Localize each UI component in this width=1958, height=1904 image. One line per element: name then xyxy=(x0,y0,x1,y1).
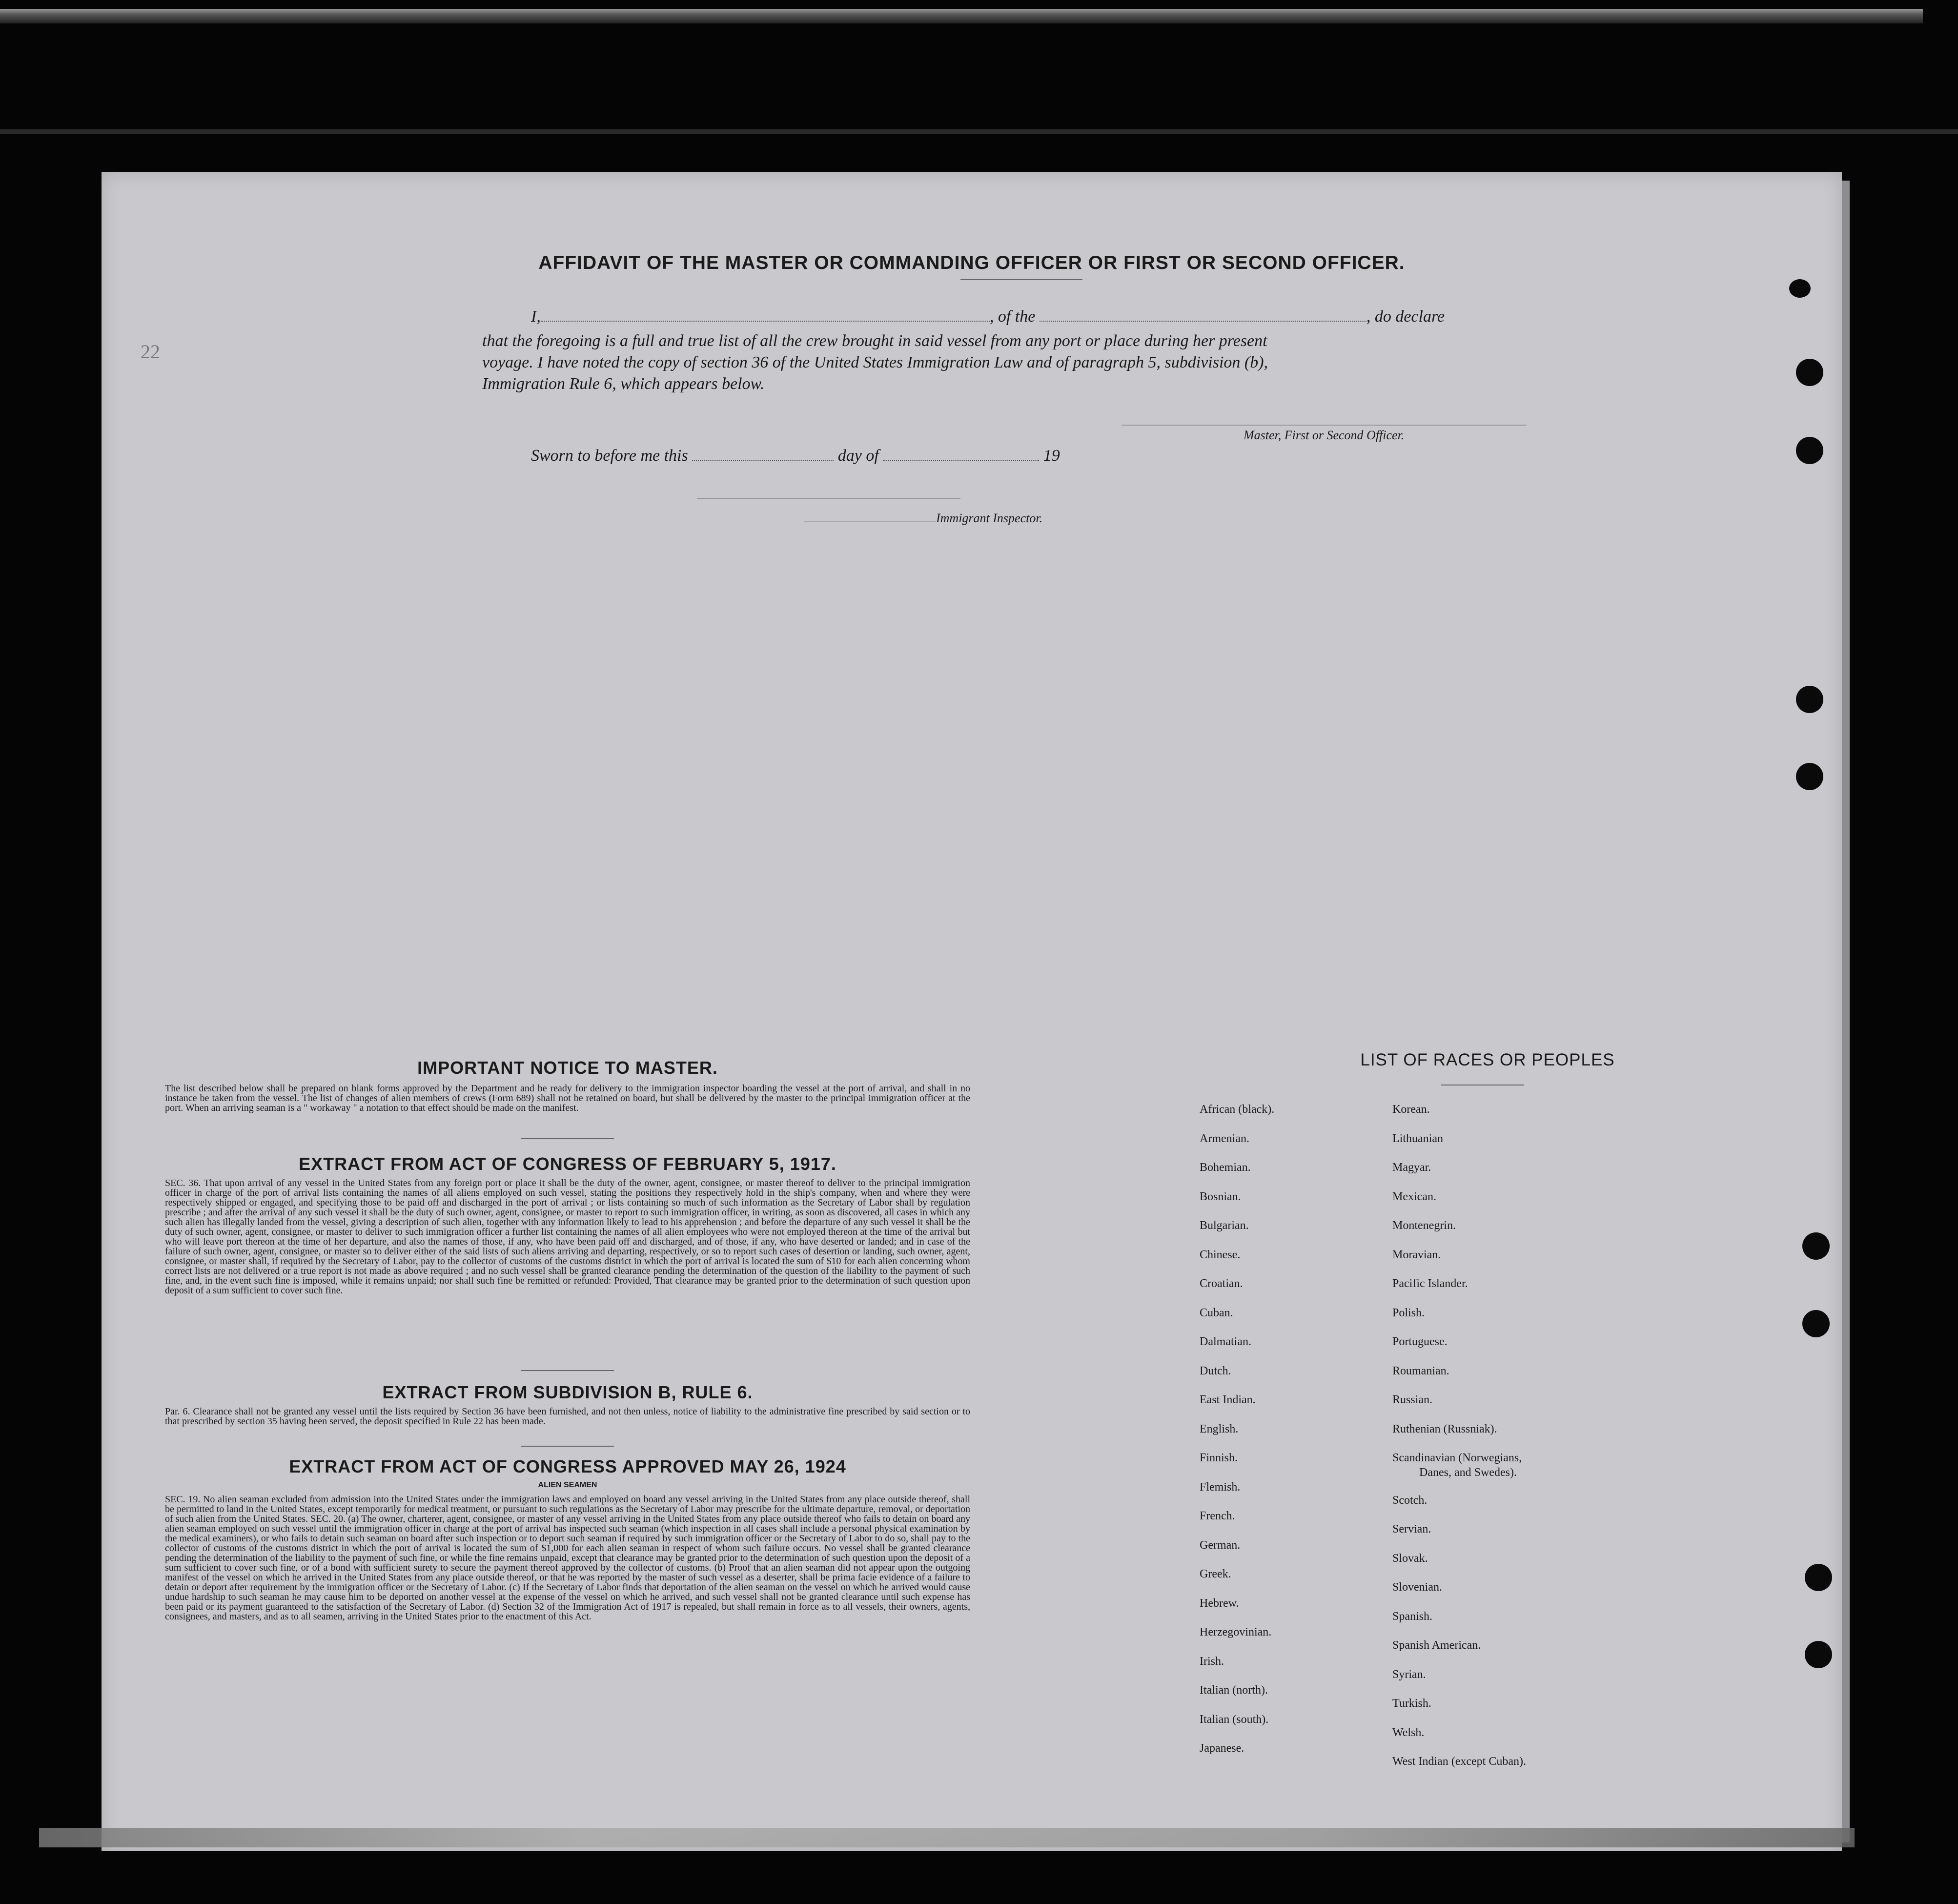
race-item: Croatian. xyxy=(1200,1277,1243,1290)
page-edge-shadow xyxy=(1842,181,1850,1843)
race-item: Hebrew. xyxy=(1200,1597,1239,1610)
race-item: Flemish. xyxy=(1200,1480,1241,1494)
race-item: Servian. xyxy=(1392,1523,1431,1535)
film-top-edge xyxy=(0,9,1923,23)
signature-caption: Master, First or Second Officer. xyxy=(1244,428,1405,442)
race-item: Slovak. xyxy=(1392,1552,1428,1565)
rule6-title: EXTRACT FROM SUBDIVISION B, RULE 6. xyxy=(382,1382,753,1402)
race-item: Slovenian. xyxy=(1392,1581,1442,1594)
race-item: Spanish. xyxy=(1392,1610,1433,1623)
race-item: Greek. xyxy=(1200,1568,1231,1580)
race-item: Dutch. xyxy=(1200,1364,1231,1377)
race-item: African (black). xyxy=(1200,1103,1275,1116)
inspector-caption: Immigrant Inspector. xyxy=(936,511,1043,525)
alien-seamen-subtitle: ALIEN SEAMEN xyxy=(538,1481,597,1489)
punch-hole xyxy=(1796,686,1823,713)
race-item: Korean. xyxy=(1392,1103,1430,1116)
race-item: Turkish. xyxy=(1392,1697,1431,1710)
race-item: Scandinavian (Norwegians, xyxy=(1392,1452,1522,1464)
extract-1917-title: EXTRACT FROM ACT OF CONGRESS OF FEBRUARY 5, 1917. xyxy=(299,1154,836,1174)
name-blank[interactable] xyxy=(541,321,990,322)
race-item: Roumanian. xyxy=(1392,1364,1449,1377)
race-item: Italian (south). xyxy=(1200,1713,1269,1726)
sworn-line xyxy=(531,445,1263,467)
race-item: Armenian. xyxy=(1200,1132,1249,1145)
extract-1917-text: SEC. 36. That upon arrival of any vessel in the United States from any foreign port or place it shall be the duty of the owner, agent, consignee, or master thereof to deliver to the principal immigration officer in charge of the port of arrival lists containing the names of all aliens employed on such vessel, stating the positions they respectively hold in the ship's company, when and where they were respectively shipped or engaged, and specifying those to be paid off and discharged in the port of arrival ; or lists containing so much of such information as the Secretary of Labor shall by regulation prescribe ; and after the arrival of any such vessel it shall be the duty of such owner, agent, consignee, or master to report to such immigration officer, in writing, as soon as discovered, all cases in which any such alien has illegally landed from the vessel, giving a description of such alien, together with any information likely to lead to his apprehension ; and before the departure of any such vessel it shall be the duty of such owner, agent, consignee, or master to deliver to such immigration officer a further list containing the names of all alien employees who were not employed thereon at the time of the arrival but who will leave port thereon at the time of her departure, and also the names of those, if any, who have been paid off and discharged, and of those, if any, who have deserted or landed; and in case of the failure of such owner, agent, consignee, or master so to deliver either of the said lists of such aliens arriving and departing, respectively, or so to report such cases of desertion or landing, such owner, agent, consignee, or master shall, if required by the Secretary of Labor, pay to the collector of customs of the customs district in which the port of arrival is located the sum of $10 for each alien concerning whom correct lists are not delivered or a true report is not made as above required ; and no such vessel shall be granted clearance pending the determination of the question of the liability to the payment of such fine, and, in the event such fine is imposed, while it remains unpaid; nor shall such fine be remitted or refunded: Provided, That clearance may be granted prior to the determination of such question upon deposit of a sum sufficient to cover such fine. xyxy=(165,1178,970,1296)
sworn-day-blank[interactable] xyxy=(692,460,834,461)
race-item: Italian (north). xyxy=(1200,1684,1268,1697)
race-item: Lithuanian xyxy=(1392,1132,1443,1145)
inspector-signature-line[interactable] xyxy=(697,498,960,499)
notice-title: IMPORTANT NOTICE TO MASTER. xyxy=(417,1058,718,1078)
title-underline xyxy=(960,279,1082,280)
race-item: Cuban. xyxy=(1200,1306,1233,1319)
race-item: Dalmatian. xyxy=(1200,1335,1251,1348)
punch-hole xyxy=(1796,359,1823,386)
race-item: Herzegovinian. xyxy=(1200,1626,1272,1638)
race-item: Pacific Islander. xyxy=(1392,1277,1468,1290)
race-item: Bulgarian. xyxy=(1200,1219,1249,1232)
declaration-line-3: Immigration Rule 6, which appears below. xyxy=(482,375,765,393)
race-item: Montenegrin. xyxy=(1392,1219,1456,1232)
punch-hole xyxy=(1796,763,1823,790)
extract-1917-divider xyxy=(521,1370,614,1371)
punch-hole xyxy=(1805,1641,1832,1668)
rule6-divider xyxy=(521,1446,614,1447)
i-label: I, xyxy=(531,307,541,326)
binder-clip-mark xyxy=(1789,279,1811,298)
race-item: Mexican. xyxy=(1392,1190,1436,1203)
of-the-label: , of the xyxy=(989,307,1036,326)
race-item: Spanish American. xyxy=(1392,1639,1481,1652)
race-item: Russian. xyxy=(1392,1393,1433,1406)
film-divider xyxy=(0,129,1958,134)
race-item: French. xyxy=(1200,1510,1235,1522)
race-item: Welsh. xyxy=(1392,1726,1425,1739)
race-item: Scotch. xyxy=(1392,1494,1428,1507)
races-title: LIST OF RACES OR PEOPLES xyxy=(1360,1050,1615,1069)
punch-hole xyxy=(1796,437,1823,464)
race-item: East Indian. xyxy=(1200,1393,1256,1406)
race-item: Japanese. xyxy=(1200,1742,1244,1755)
race-item: Magyar. xyxy=(1392,1161,1431,1174)
inspector-dotted-line xyxy=(804,521,936,522)
race-item: Bohemian. xyxy=(1200,1161,1251,1174)
race-item: Ruthenian (Russniak). xyxy=(1392,1422,1497,1435)
race-item: German. xyxy=(1200,1538,1241,1552)
day-of-label: day of xyxy=(837,447,879,465)
declaration-line-2: voyage. I have noted the copy of section 36 of the United States Immigration Law and of paragraph 5, subdivision (b), xyxy=(482,353,1268,371)
race-item: Danes, and Swedes). xyxy=(1419,1466,1517,1479)
declaration-line-1: that the foregoing is a full and true list of all the crew brought in said vessel from any port or place during her present xyxy=(482,332,1267,350)
declaration-line xyxy=(531,306,1575,328)
race-item: English. xyxy=(1200,1422,1239,1435)
race-item: Irish. xyxy=(1200,1655,1224,1668)
race-item: Polish. xyxy=(1392,1306,1425,1319)
document-page xyxy=(102,172,1842,1851)
race-item: Chinese. xyxy=(1200,1248,1241,1261)
punch-hole xyxy=(1802,1232,1830,1260)
race-item: Moravian. xyxy=(1392,1248,1441,1261)
sworn-label: Sworn to before me this xyxy=(531,447,688,465)
race-item: West Indian (except Cuban). xyxy=(1392,1755,1526,1768)
margin-pencil-mark: 22 xyxy=(141,341,160,363)
race-item: Portuguese. xyxy=(1392,1335,1448,1348)
sworn-month-blank[interactable] xyxy=(883,460,1039,461)
punch-hole xyxy=(1802,1310,1830,1337)
notice-text: The list described below shall be prepared on blank forms approved by the Department and be ready for delivery to the immigration inspector boarding the vessel at the port of arrival, and shall in no instance be taken from the vessel. The list of changes of alien members of crews (Form 689) shall not be retained on board, but shall be delivered by the master to the principal immigration officer at the port. When an arriving seaman is a " workaway " a notation to that effect should be made on the manifest. xyxy=(165,1083,970,1113)
signature-line[interactable] xyxy=(1122,425,1527,426)
extract-1924-title: EXTRACT FROM ACT OF CONGRESS APPROVED MAY 26, 1924 xyxy=(289,1456,846,1476)
rule6-text: Par. 6. Clearance shall not be granted any vessel until the lists required by Section 36 have been furnished, and not then unless, notice of liability to the administrative fine prescribed by said section or to that prescribed by section 35 having been served, the deposit specified in Rule 22 has been made. xyxy=(165,1406,970,1427)
race-item: Syrian. xyxy=(1392,1668,1426,1681)
punch-hole xyxy=(1805,1564,1832,1591)
vessel-blank[interactable] xyxy=(1040,321,1367,322)
notice-divider xyxy=(521,1138,614,1139)
affidavit-title: AFFIDAVIT OF THE MASTER OR COMMANDING OFFICER OR FIRST OR SECOND OFFICER. xyxy=(538,252,1405,273)
race-item: Finnish. xyxy=(1200,1452,1238,1464)
race-item: Bosnian. xyxy=(1200,1190,1241,1203)
film-bottom-edge xyxy=(39,1828,1855,1847)
do-declare-label: , do declare xyxy=(1366,307,1445,326)
year-label: 19 xyxy=(1043,447,1060,465)
extract-1924-text: SEC. 19. No alien seaman excluded from admission into the United States under the immigration laws and employed on board any vessel arriving in the United States from any place outside thereof, shall be permitted to land in the United States, except temporarily for medical treatment, or pursuant to such regulations as the Secretary of Labor may prescribe for the ultimate departure, removal, or deportation of such alien from the United States. SEC. 20. (a) The owner, charterer, agent, consignee, or master of any vessel arriving in the United States from any place outside thereof who fails to detain on board any alien seaman employed on such vessel until the immigration officer in charge at the port of arrival has inspected such seaman (which inspection in all cases shall include a personal physical examination by the medical examiners), or who fails to detain such seaman on board after such inspection or to deport such seaman if required by such immigration officer or the Secretary of Labor to do so, shall pay to the collector of customs of the customs district in which the port of arrival is located the sum of $1,000 for each alien seaman in respect of whom such failure occurs. No vessel shall be granted clearance pending the determination of the liability to the payment of such fine, or while the fine remains unpaid, except that clearance may be granted prior to the determination of such question upon the deposit of a sum sufficient to cover such fine, or of a bond with sufficient surety to secure the payment thereof approved by the collector of customs. (b) Proof that an alien seaman did not appear upon the outgoing manifest of the vessel on which he arrived in the United States from any place outside thereof, or that he was reported by the master of such vessel as a deserter, shall be prima facie evidence of a failure to detain or deport after requirement by the immigration officer or the Secretary of Labor. (c) If the Secretary of Labor finds that deportation of the alien seaman on the vessel on which he arrived would cause undue hardship to such seaman he may cause him to be deported on another vessel at the expense of the vessel on which he arrived, and such vessel shall not be granted clearance until such expense has been paid or its payment guaranteed to the satisfaction of the Secretary of Labor. (d) Section 32 of the Immigration Act of 1917 is repealed, but shall remain in force as to all vessels, their owners, agents, consignees, and masters, and as to all seamen, arriving in the United States prior to the enactment of this Act. xyxy=(165,1494,970,1622)
